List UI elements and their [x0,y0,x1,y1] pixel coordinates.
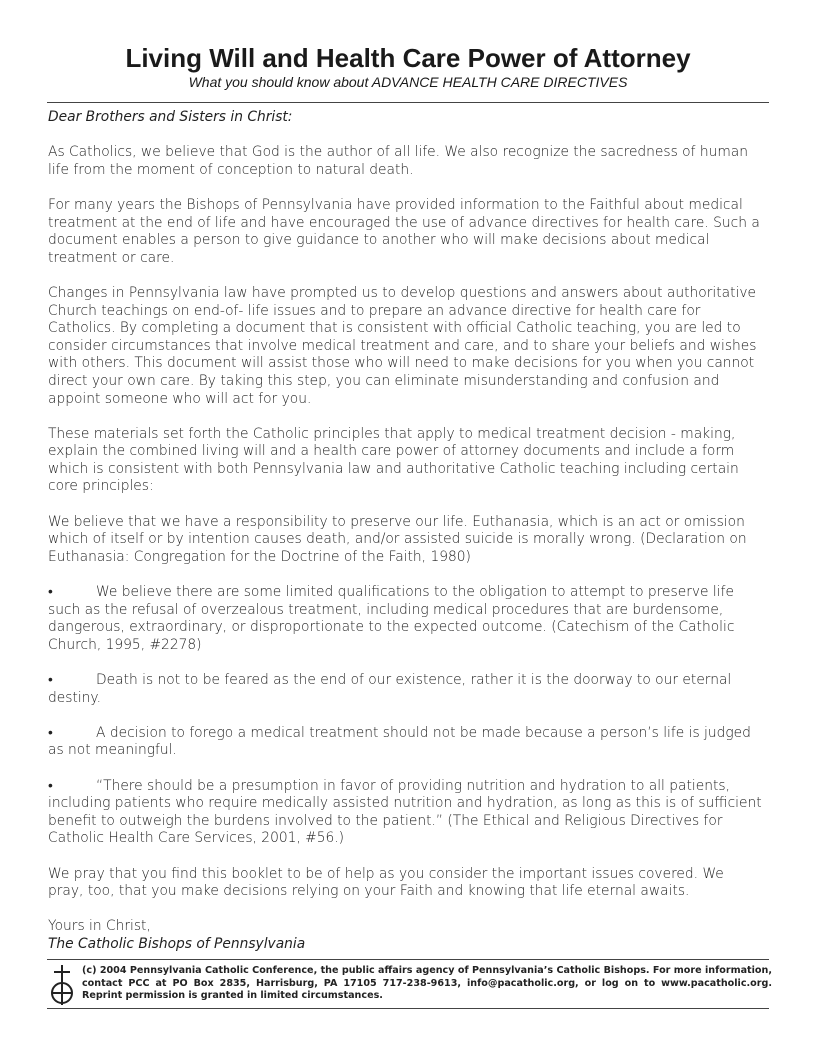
salutation: Dear Brothers and Sisters in Christ: [48,109,293,125]
paragraph-5: We believe that we have a responsibility to preserve our life. Euthanasia, which is an act or omission which of itself or by intention causes death, and/or assisted suicide is morally wrong. (Declaration on Euthanasia: Congregation for the Doctrine of the Faith, 1980) [48,513,747,565]
bullet-item-4 [48,778,762,848]
paragraph-6: We pray that you find this booklet to be of help as you consider the important issues covered. We pray, too, that you make decisions relying on your Faith and knowing that life eternal awaits. [48,865,724,900]
signoff [48,918,762,953]
bullet-text: Death is not to be feared as the end of our existence, rather it is the doorway to our eternal destiny. [48,672,732,706]
bullet-marker: • [48,672,53,688]
paragraph-4: These materials set forth the Catholic principles that apply to medical treatment decision - making, explain the combined living will and a health care power of attorney documents and include a form which is consistent with both Pennsylvania law and authoritative Catholic teaching including certain core principles: [48,425,739,495]
bullet-marker: • [48,724,53,741]
closing: Yours in Christ, [48,918,151,935]
paragraph-3: Changes in Pennsylvania law have prompted us to develop questions and answers about authoritative Church teachings on end-of- life issues and to prepare an advance directive for health care for Catholics. By completing a document that is consistent with official Catholic teaching, you are led to consider circumstances that involve medical treatment and care, and to share your beliefs and wishes with others. This document will assist those who will need to make decisions for you when you cannot direct your own care. By taking this step, you can eliminate misunderstanding and confusion and appoint someone who will act for you. [48,284,757,407]
bullet-text: We believe there are some limited qualifications to the obligation to attempt to preserve life such as the refusal of overzealous treatment, including medical procedures that are burdensome, dangerous, extraordinary, or disproportionate to the expected outcome. (Catechism of the Catholic Church, 1995, #2278) [48,584,735,653]
document-subtitle: What you should know about ADVANCE HEALTH CARE DIRECTIVES [188,74,628,90]
bullet-marker: • [48,777,53,794]
header-divider [47,102,769,103]
letter-body [48,109,762,954]
footer-bottom-divider [47,1008,769,1009]
bullet-text: “There should be a presumption in favor of providing nutrition and hydration to all patients, including patients who require medically assisted nutrition and hydration, as long as this is of sufficient benefit to outweigh the burdens involved to the patient.” (The Ethical and Religious Directives for Catholic Health Care Services, 2001, #56.) [48,777,762,847]
paragraph-2: For many years the Bishops of Pennsylvania have provided information to the Faithful about medical treatment at the end of life and have encouraged the use of advance directives for health care. Such a document enables a person to give guidance to another who will make decisions about medical treatment or care. [48,196,760,266]
bullet-marker: • [48,584,53,601]
document-title: Living Will and Health Care Power of Attorney [125,43,691,73]
footer-top-divider [47,959,769,960]
bullet-item-3 [48,725,762,760]
bullet-item-1 [48,584,762,654]
paragraph-1: As Catholics, we believe that God is the author of all life. We also recognize the sacredness of human life from the moment of conception to natural death. [48,144,748,178]
bullet-text: A decision to forego a medical treatment should not be made because a person’s life is judged as not meaningful. [48,724,751,759]
cross-globe-icon [47,963,77,1007]
bullet-item-2 [48,672,762,707]
footer-copyright: (c) 2004 Pennsylvania Catholic Conference, the public affairs agency of Pennsylvania’s Catholic Bishops. For more information, contact PCC at PO Box 2835, Harrisburg, PA 17105 717-238-9613, info@pacatholic.org, or log on to www.pacatholic.org. Reprint permission is granted in limited circumstances. [82,965,772,1001]
signature: The Catholic Bishops of Pennsylvania [48,935,306,952]
